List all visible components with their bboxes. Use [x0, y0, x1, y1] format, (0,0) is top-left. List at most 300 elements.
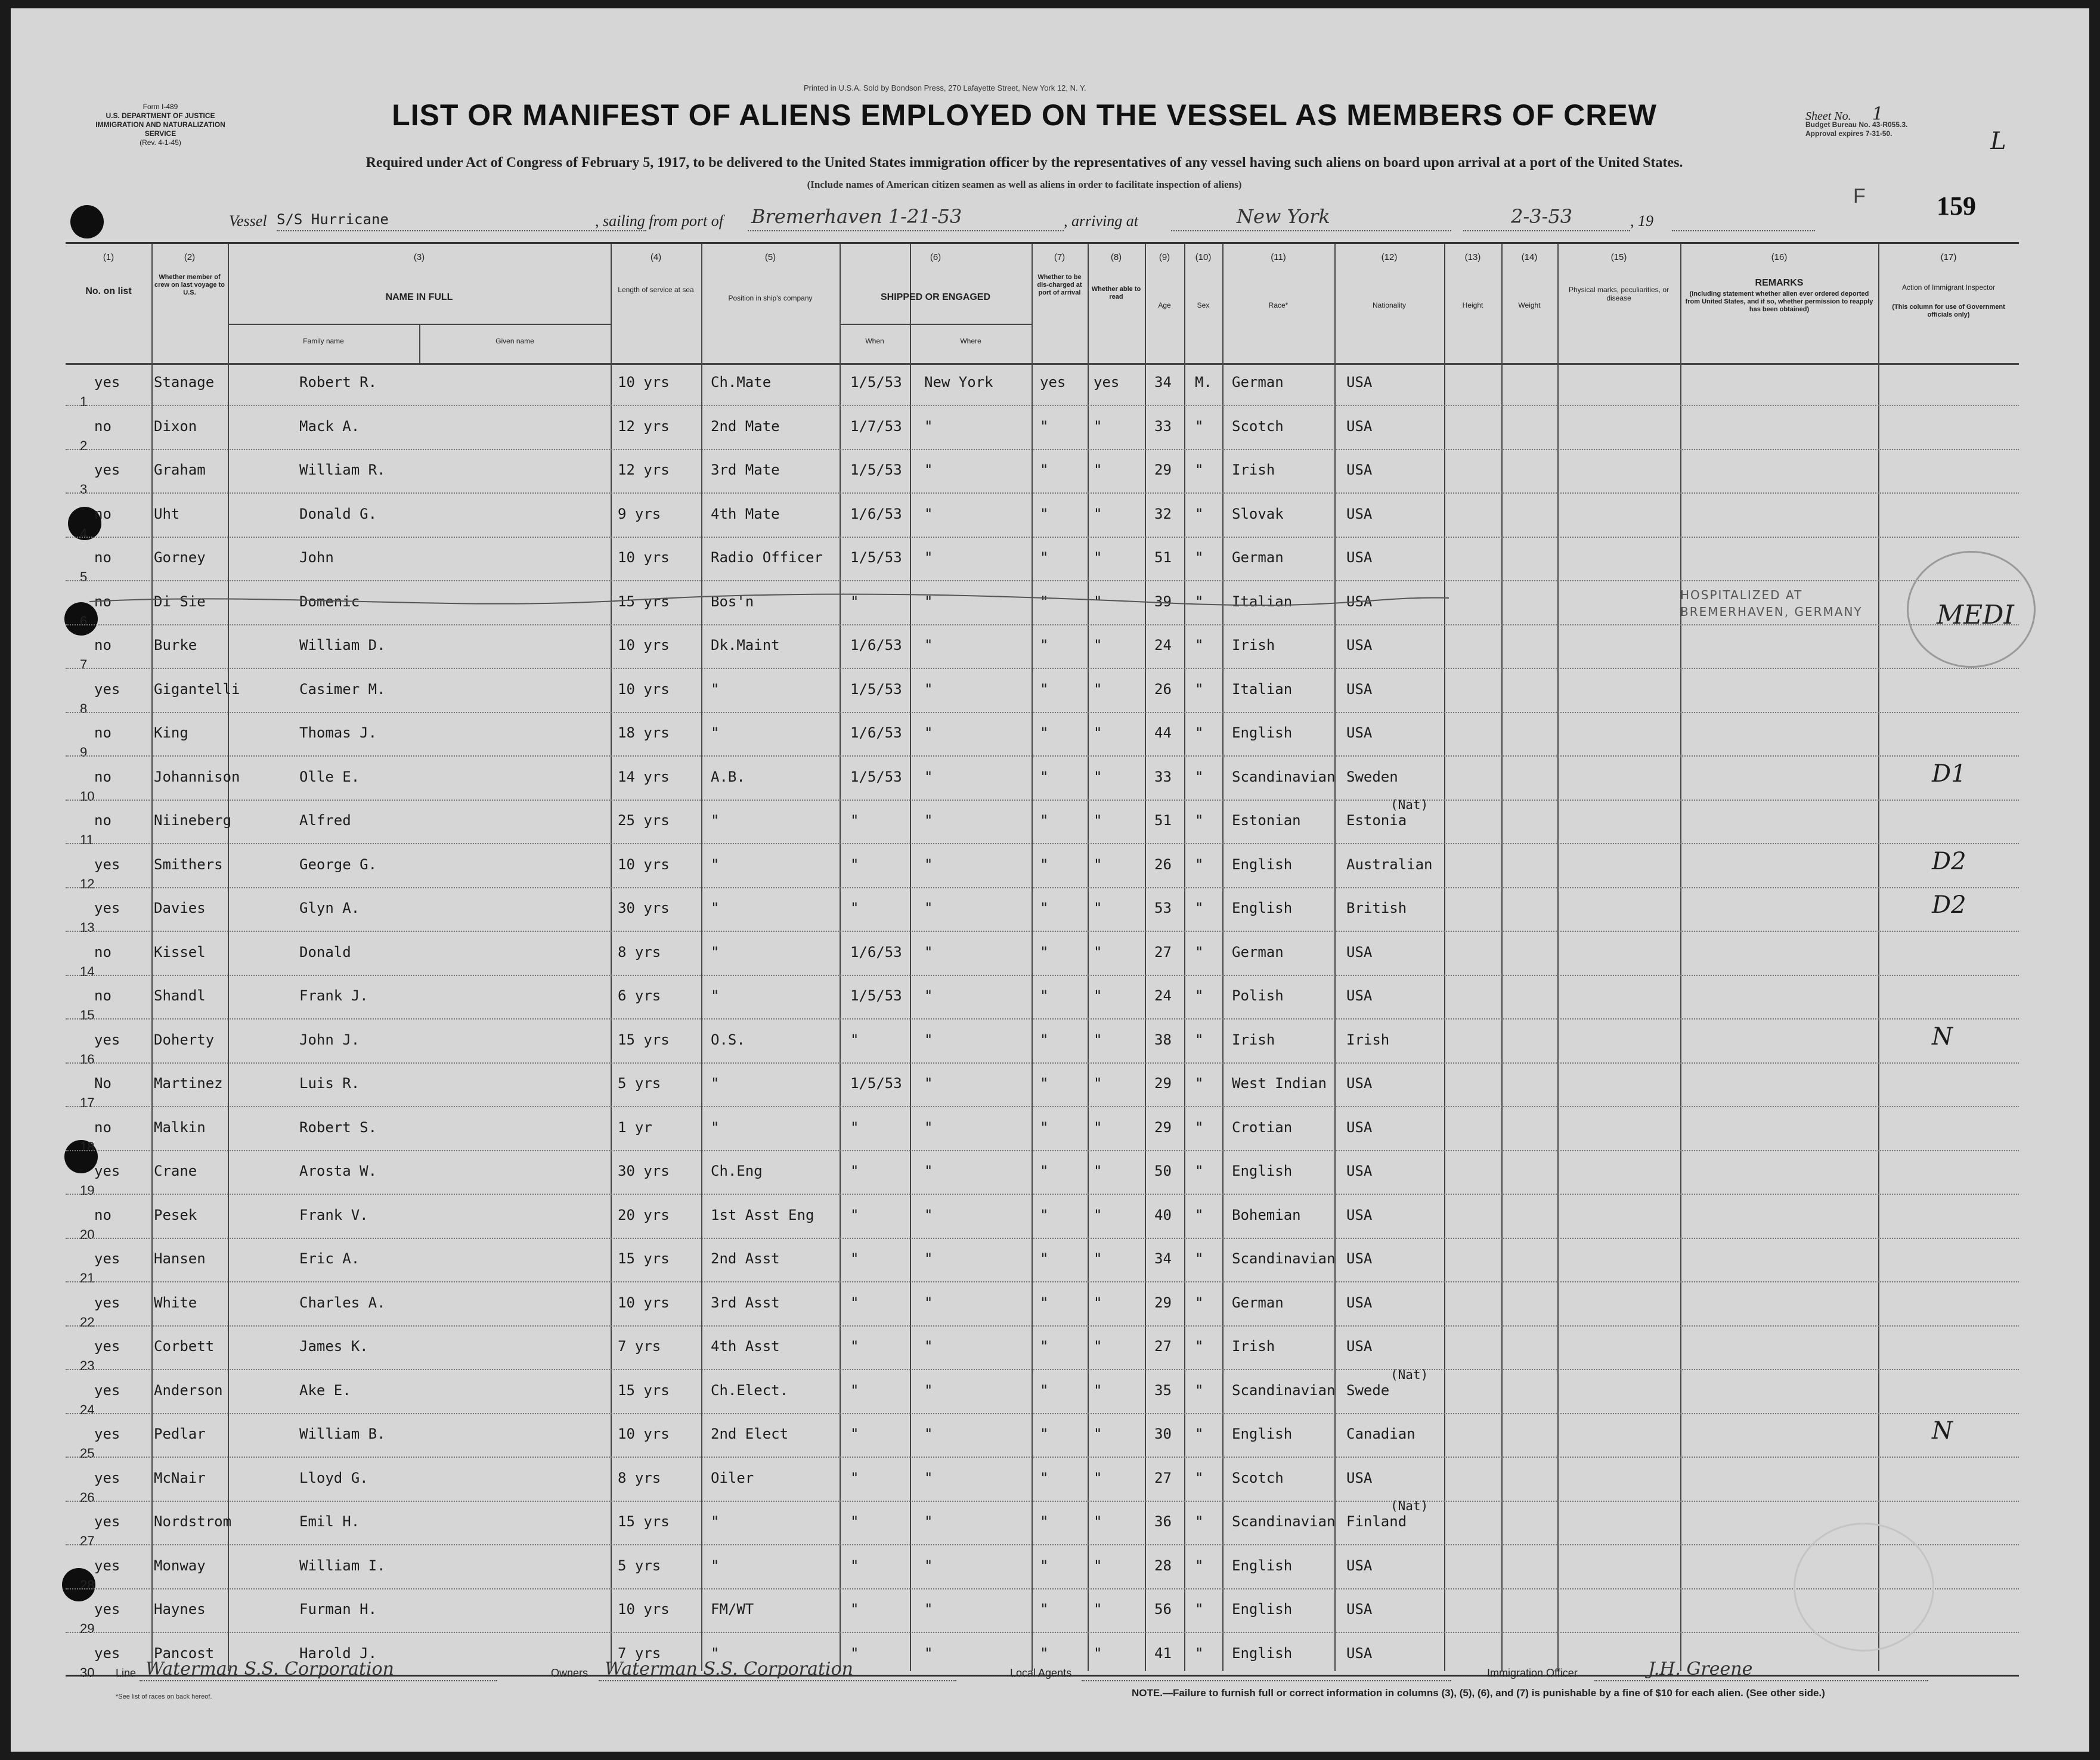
page-title: LIST OR MANIFEST OF ALIENS EMPLOYED ON THE VESSEL AS MEMBERS OF CREW [392, 98, 1657, 132]
table-cell: USA [1346, 1557, 1373, 1574]
table-cell: 26 [1154, 680, 1172, 698]
table-cell: 4th Asst [711, 1338, 780, 1355]
owners-label: Owners [551, 1667, 589, 1679]
table-cell: 50 [1154, 1163, 1172, 1179]
header-weight: Weight [1518, 301, 1541, 309]
table-cell: William B. [299, 1426, 386, 1442]
table-cell: Uht [154, 505, 180, 522]
table-cell: " [711, 943, 720, 960]
table-cell: " [924, 943, 933, 960]
table-cell: " [1195, 1294, 1204, 1311]
row-rule [66, 1369, 2019, 1370]
table-cell: " [1094, 812, 1102, 829]
table-cell: FM/WT [711, 1601, 754, 1618]
table-cell: Arosta W. [299, 1163, 377, 1179]
faint-seal [1794, 1523, 1934, 1651]
table-cell: " [1040, 505, 1049, 522]
table-cell: yes [94, 1294, 120, 1311]
table-cell: " [1040, 1557, 1049, 1574]
line-number: 20 [80, 1226, 95, 1242]
table-cell: Irish [1346, 1031, 1390, 1048]
table-cell: " [924, 768, 933, 785]
table-cell: " [850, 856, 859, 873]
table-cell: Ch.Eng [711, 1163, 763, 1179]
table-cell: " [1195, 637, 1204, 653]
table-cell: 27 [1154, 943, 1172, 960]
table-cell: Haynes [154, 1601, 206, 1618]
table-cell: " [711, 900, 720, 916]
table-cell: yes [1040, 374, 1066, 391]
table-cell: Crotian [1232, 1118, 1293, 1136]
races-footnote: *See list of races on back hereof. [116, 1693, 212, 1700]
header-where: Where [960, 337, 981, 345]
row-rule [66, 1018, 2019, 1020]
table-cell: no [94, 1206, 111, 1223]
table-cell: 1/5/53 [850, 461, 902, 478]
table-cell: yes [94, 856, 120, 873]
table-cell: " [850, 1426, 859, 1442]
table-cell: " [1040, 1118, 1049, 1136]
table-cell: German [1232, 943, 1284, 960]
table-cell: USA [1346, 1118, 1373, 1136]
table-cell: " [1094, 593, 1102, 610]
table-cell: " [1040, 1163, 1049, 1179]
table-cell: Sweden [1346, 768, 1398, 785]
column-number: (6) [930, 252, 941, 262]
header-remarks: REMARKS [1755, 278, 1804, 288]
table-cell: USA [1346, 1075, 1373, 1092]
table-cell: " [924, 1557, 933, 1574]
shipped-split-divider [910, 324, 911, 363]
table-cell: " [1040, 1031, 1049, 1048]
penalty-note: NOTE.—Failure to furnish full or correct information in columns (3), (5), (6), and (7) is punishable by a fine of $10 for each alien. (See other side.) [1132, 1687, 1825, 1699]
table-cell: USA [1346, 549, 1373, 566]
table-cell: Johannison [154, 768, 240, 785]
table-cell: Ch.Elect. [711, 1381, 789, 1399]
table-cell: " [1094, 1163, 1102, 1179]
table-cell: yes [94, 1163, 120, 1179]
f-stamp-mark: F [1853, 185, 1866, 207]
row-rule [66, 580, 2019, 581]
vessel-name: S/S Hurricane [277, 211, 389, 228]
table-cell: " [1195, 1601, 1204, 1618]
table-cell: Estonian [1232, 812, 1301, 829]
row-rule [66, 1106, 2019, 1107]
line-number: 3 [80, 482, 88, 497]
table-cell: Ch.Mate [711, 374, 772, 391]
header-no-on-list: No. on list [85, 286, 132, 296]
table-cell: " [850, 1118, 859, 1136]
table-cell: " [1040, 1426, 1049, 1442]
line-number: 2 [80, 438, 88, 453]
line-number: 6 [80, 613, 88, 628]
printer-line: Printed in U.S.A. Sold by Bondson Press, 270 Lafayette Street, New York 12, N. Y. [804, 83, 1086, 92]
table-cell: " [850, 1250, 859, 1267]
row-rule [66, 405, 2019, 406]
table-cell: Irish [1232, 637, 1275, 653]
table-cell: " [924, 417, 933, 435]
table-cell: " [1040, 943, 1049, 960]
inspector-action-mark: D1 [1932, 760, 1966, 788]
header-race: Race* [1268, 301, 1289, 309]
table-cell: Italian [1232, 680, 1293, 698]
table-cell: Frank J. [299, 987, 368, 1004]
table-cell: 26 [1154, 856, 1172, 873]
table-cell: 24 [1154, 637, 1172, 653]
column-number: (4) [650, 252, 662, 262]
table-cell: 8 yrs [618, 943, 661, 960]
column-number: (14) [1521, 252, 1538, 262]
table-cell: English [1232, 1601, 1293, 1618]
table-cell: Davies [154, 900, 206, 916]
table-cell: 35 [1154, 1381, 1172, 1399]
table-cell: " [924, 1163, 933, 1179]
table-cell: 15 yrs [618, 593, 670, 610]
line-number: 1 [80, 394, 88, 409]
table-cell: " [1040, 1644, 1049, 1662]
table-cell: Niineberg [154, 812, 232, 829]
table-cell: Mack A. [299, 417, 360, 435]
table-cell: yes [94, 900, 120, 916]
table-cell: " [1094, 505, 1102, 522]
line-number: 13 [80, 920, 95, 935]
header-action: Action of Immigrant Inspector [1901, 283, 1996, 292]
table-cell: 15 yrs [618, 1381, 670, 1399]
table-cell: 1/6/53 [850, 724, 902, 741]
table-cell: " [850, 900, 859, 916]
table-cell: William R. [299, 461, 386, 478]
table-cell: 27 [1154, 1469, 1172, 1486]
table-cell: German [1232, 549, 1284, 566]
table-cell: 4th Mate [711, 505, 780, 522]
line-number: 12 [80, 876, 95, 891]
table-cell: yes [94, 1381, 120, 1399]
table-cell: White [154, 1294, 197, 1311]
table-cell: 1 yr [618, 1118, 652, 1136]
line-value: Waterman S.S. Corporation [145, 1659, 394, 1680]
officer-signature: J.H. Greene [1648, 1659, 1753, 1680]
table-cell: German [1232, 374, 1284, 391]
row-rule [66, 1544, 2019, 1545]
table-cell: 29 [1154, 1118, 1172, 1136]
table-cell: no [94, 593, 111, 610]
line-number: 5 [80, 569, 88, 584]
budget-line-1: Budget Bureau No. 43-R055.3. [1805, 120, 1908, 129]
row-rule [66, 1457, 2019, 1458]
table-cell: 15 yrs [618, 1250, 670, 1267]
line-number: 4 [80, 525, 88, 541]
table-cell: Di Sie [154, 593, 206, 610]
line-number: 25 [80, 1446, 95, 1461]
table-cell: yes [94, 1513, 120, 1530]
table-cell: " [924, 680, 933, 698]
table-cell: " [1040, 1250, 1049, 1267]
table-cell: Bohemian [1232, 1206, 1301, 1223]
table-cell: Robert S. [299, 1118, 377, 1136]
table-cell: Irish [1232, 1338, 1275, 1355]
table-cell: USA [1346, 593, 1373, 610]
row6-remark [1680, 587, 1863, 620]
table-cell: Hansen [154, 1250, 206, 1267]
table-cell: Lloyd G. [299, 1469, 368, 1486]
table-cell: " [1195, 900, 1204, 916]
table-cell: " [1094, 1426, 1102, 1442]
table-cell: Scandinavian [1232, 1513, 1336, 1530]
table-cell: Finland [1346, 1513, 1407, 1530]
sailing-label: , sailing from port of [595, 212, 724, 230]
table-cell: " [1195, 1118, 1204, 1136]
table-cell: " [1040, 856, 1049, 873]
table-cell: USA [1346, 1294, 1373, 1311]
table-cell: yes [94, 374, 120, 391]
column-number: (5) [764, 252, 776, 262]
table-cell: Thomas J. [299, 724, 377, 741]
header-physical-marks: Physical marks, peculiarities, or disease [1568, 286, 1670, 302]
table-cell: " [1040, 549, 1049, 566]
table-cell: " [1094, 1250, 1102, 1267]
table-cell: " [1040, 1075, 1049, 1092]
sailing-port: Bremerhaven 1-21-53 [751, 205, 962, 228]
table-cell: Italian [1232, 593, 1293, 610]
table-cell: Dixon [154, 417, 197, 435]
table-cell: German [1232, 1294, 1284, 1311]
table-cell: M. [1195, 374, 1212, 391]
table-cell: no [94, 724, 111, 741]
table-cell: Swede [1346, 1381, 1390, 1399]
row-rule [66, 668, 2019, 669]
table-cell: Dk.Maint [711, 637, 780, 653]
header-discharged: Whether to be dis-charged at port of arrival [1037, 274, 1082, 296]
table-cell: " [711, 1513, 720, 1530]
table-cell: " [1195, 1338, 1204, 1355]
arriving-label: , arriving at [1064, 212, 1138, 230]
table-cell: " [1094, 461, 1102, 478]
table-cell: yes [1094, 374, 1120, 391]
table-cell: James K. [299, 1338, 368, 1355]
table-cell: " [1094, 1601, 1102, 1618]
table-cell: " [1040, 987, 1049, 1004]
inspector-action-mark: D2 [1932, 891, 1966, 919]
table-cell: Charles A. [299, 1294, 386, 1311]
table-cell: Shandl [154, 987, 206, 1004]
table-cell: no [94, 943, 111, 960]
line-number: 24 [80, 1402, 95, 1417]
line-label: Line [116, 1667, 137, 1679]
table-cell: " [924, 1644, 933, 1662]
table-cell: " [711, 1557, 720, 1574]
table-cell: English [1232, 724, 1293, 741]
table-cell: Scotch [1232, 417, 1284, 435]
line-number: 10 [80, 788, 95, 804]
table-cell: " [1195, 417, 1204, 435]
table-cell: USA [1346, 637, 1373, 653]
table-cell: " [850, 1513, 859, 1530]
table-cell: 34 [1154, 1250, 1172, 1267]
table-cell: " [1195, 856, 1204, 873]
table-cell: 5 yrs [618, 1075, 661, 1092]
table-cell: " [1040, 768, 1049, 785]
table-cell: " [1195, 1557, 1204, 1574]
table-cell: USA [1346, 461, 1373, 478]
table-cell: yes [94, 1601, 120, 1618]
table-cell: 18 yrs [618, 724, 670, 741]
table-cell: " [850, 1338, 859, 1355]
table-cell: William I. [299, 1557, 386, 1574]
vessel-label: Vessel [229, 212, 267, 230]
table-cell: New York [924, 374, 993, 391]
table-cell: " [1195, 549, 1204, 566]
table-cell: 1/5/53 [850, 680, 902, 698]
table-cell: " [924, 1206, 933, 1223]
table-cell: Luis R. [299, 1075, 360, 1092]
table-cell: " [711, 724, 720, 741]
table-cell: " [711, 856, 720, 873]
table-cell: USA [1346, 680, 1373, 698]
table-cell: " [850, 1601, 859, 1618]
table-cell: 14 yrs [618, 768, 670, 785]
table-cell: No [94, 1075, 111, 1092]
column-number: (8) [1110, 252, 1122, 262]
row-rule [66, 1632, 2019, 1633]
table-cell: Burke [154, 637, 197, 653]
inspector-action-mark: D2 [1932, 847, 1966, 875]
table-cell: 10 yrs [618, 680, 670, 698]
table-cell: " [1040, 1381, 1049, 1399]
manifest-sheet [11, 8, 2089, 1752]
table-cell: " [1094, 1118, 1102, 1136]
table-cell: Doherty [154, 1031, 215, 1048]
table-cell: " [1040, 1513, 1049, 1530]
punch-hole-1 [70, 205, 104, 238]
form-id: Form I-489 [143, 103, 178, 111]
table-cell: Glyn A. [299, 900, 360, 916]
table-cell: 7 yrs [618, 1338, 661, 1355]
table-cell: 29 [1154, 461, 1172, 478]
row-rule [66, 1281, 2019, 1282]
table-cell: " [1040, 1338, 1049, 1355]
table-cell: USA [1346, 1601, 1373, 1618]
table-cell: Pancost [154, 1644, 215, 1662]
table-cell: " [711, 812, 720, 829]
table-cell: 2nd Mate [711, 417, 780, 435]
table-cell: 28 [1154, 1557, 1172, 1574]
table-cell: Robert R. [299, 374, 377, 391]
table-cell: yes [94, 1469, 120, 1486]
table-cell: Donald [299, 943, 351, 960]
table-cell: " [1094, 1644, 1102, 1662]
table-cell: " [924, 1513, 933, 1530]
column-number: (17) [1940, 252, 1957, 262]
table-cell: USA [1346, 1163, 1373, 1179]
table-cell: " [1094, 987, 1102, 1004]
table-cell: " [1195, 461, 1204, 478]
table-cell: English [1232, 1163, 1293, 1179]
table-cell: Nordstrom [154, 1513, 232, 1530]
table-cell: Radio Officer [711, 549, 823, 566]
header-name-in-full: NAME IN FULL [385, 292, 453, 302]
table-cell: yes [94, 1557, 120, 1574]
line-number: 11 [80, 832, 94, 847]
column-number: (13) [1464, 252, 1481, 262]
table-cell: Graham [154, 461, 206, 478]
table-cell: " [1195, 593, 1204, 610]
table-cell: " [1195, 680, 1204, 698]
line-number: 18 [80, 1139, 95, 1154]
row6-action-signature: MEDI [1937, 600, 2014, 630]
nat-note: (Nat) [1390, 1499, 1429, 1513]
row-rule [66, 1588, 2019, 1589]
table-cell: " [1094, 856, 1102, 873]
table-cell: 2nd Asst [711, 1250, 780, 1267]
table-cell: " [1094, 943, 1102, 960]
table-cell: " [924, 856, 933, 873]
table-cell: no [94, 505, 111, 522]
page-subtitle-note: (Include names of American citizen seamen as well as aliens in order to facilitate inspection of aliens) [807, 179, 1242, 190]
table-cell: " [1195, 1075, 1204, 1092]
table-cell: Smithers [154, 856, 223, 873]
table-cell: English [1232, 1557, 1293, 1574]
table-cell: " [1195, 1206, 1204, 1223]
table-cell: Gorney [154, 549, 206, 566]
nat-note: (Nat) [1390, 798, 1429, 812]
table-cell: " [1094, 1031, 1102, 1048]
table-cell: " [1094, 1206, 1102, 1223]
table-cell: " [924, 724, 933, 741]
table-cell: no [94, 812, 111, 829]
vessel-line [229, 207, 1839, 237]
table-cell: " [711, 1075, 720, 1092]
table-cell: King [154, 724, 188, 741]
table-cell: 12 yrs [618, 417, 670, 435]
table-cell: USA [1346, 374, 1373, 391]
line-number: 15 [80, 1008, 95, 1022]
table-cell: Gigantelli [154, 680, 240, 698]
table-cell: " [850, 1163, 859, 1179]
line-number: 23 [80, 1358, 95, 1373]
table-cell: " [850, 1381, 859, 1399]
table-cell: 30 yrs [618, 1163, 670, 1179]
column-number: (15) [1610, 252, 1627, 262]
header-able-to-read: Whether able to read [1091, 286, 1141, 300]
header-height: Height [1462, 301, 1483, 309]
row-rule [66, 887, 2019, 888]
table-cell: USA [1346, 724, 1373, 741]
table-cell: Scotch [1232, 1469, 1284, 1486]
table-cell: George G. [299, 856, 377, 873]
line-number: 19 [80, 1183, 95, 1198]
line-number: 26 [80, 1489, 95, 1505]
officer-label: Immigration Officer [1487, 1667, 1578, 1679]
table-cell: Harold J. [299, 1644, 377, 1662]
table-cell: USA [1346, 505, 1373, 522]
table-cell: 51 [1154, 812, 1172, 829]
row-rule [66, 1062, 2019, 1064]
table-cell: Ake E. [299, 1381, 351, 1399]
budget-bureau [1805, 120, 1907, 138]
table-cell: " [850, 1294, 859, 1311]
table-cell: " [1040, 812, 1049, 829]
table-cell: " [850, 812, 859, 829]
row-rule [66, 492, 2019, 494]
column-number: (1) [103, 252, 114, 262]
strikethrough-line [89, 590, 1449, 613]
table-cell: " [1195, 1250, 1204, 1267]
table-cell: 1/5/53 [850, 374, 902, 391]
table-cell: 30 yrs [618, 900, 670, 916]
owners-value: Waterman S.S. Corporation [605, 1659, 853, 1680]
header-action-note: (This column for use of Government officials only) [1892, 303, 2005, 318]
table-cell: no [94, 1118, 111, 1136]
